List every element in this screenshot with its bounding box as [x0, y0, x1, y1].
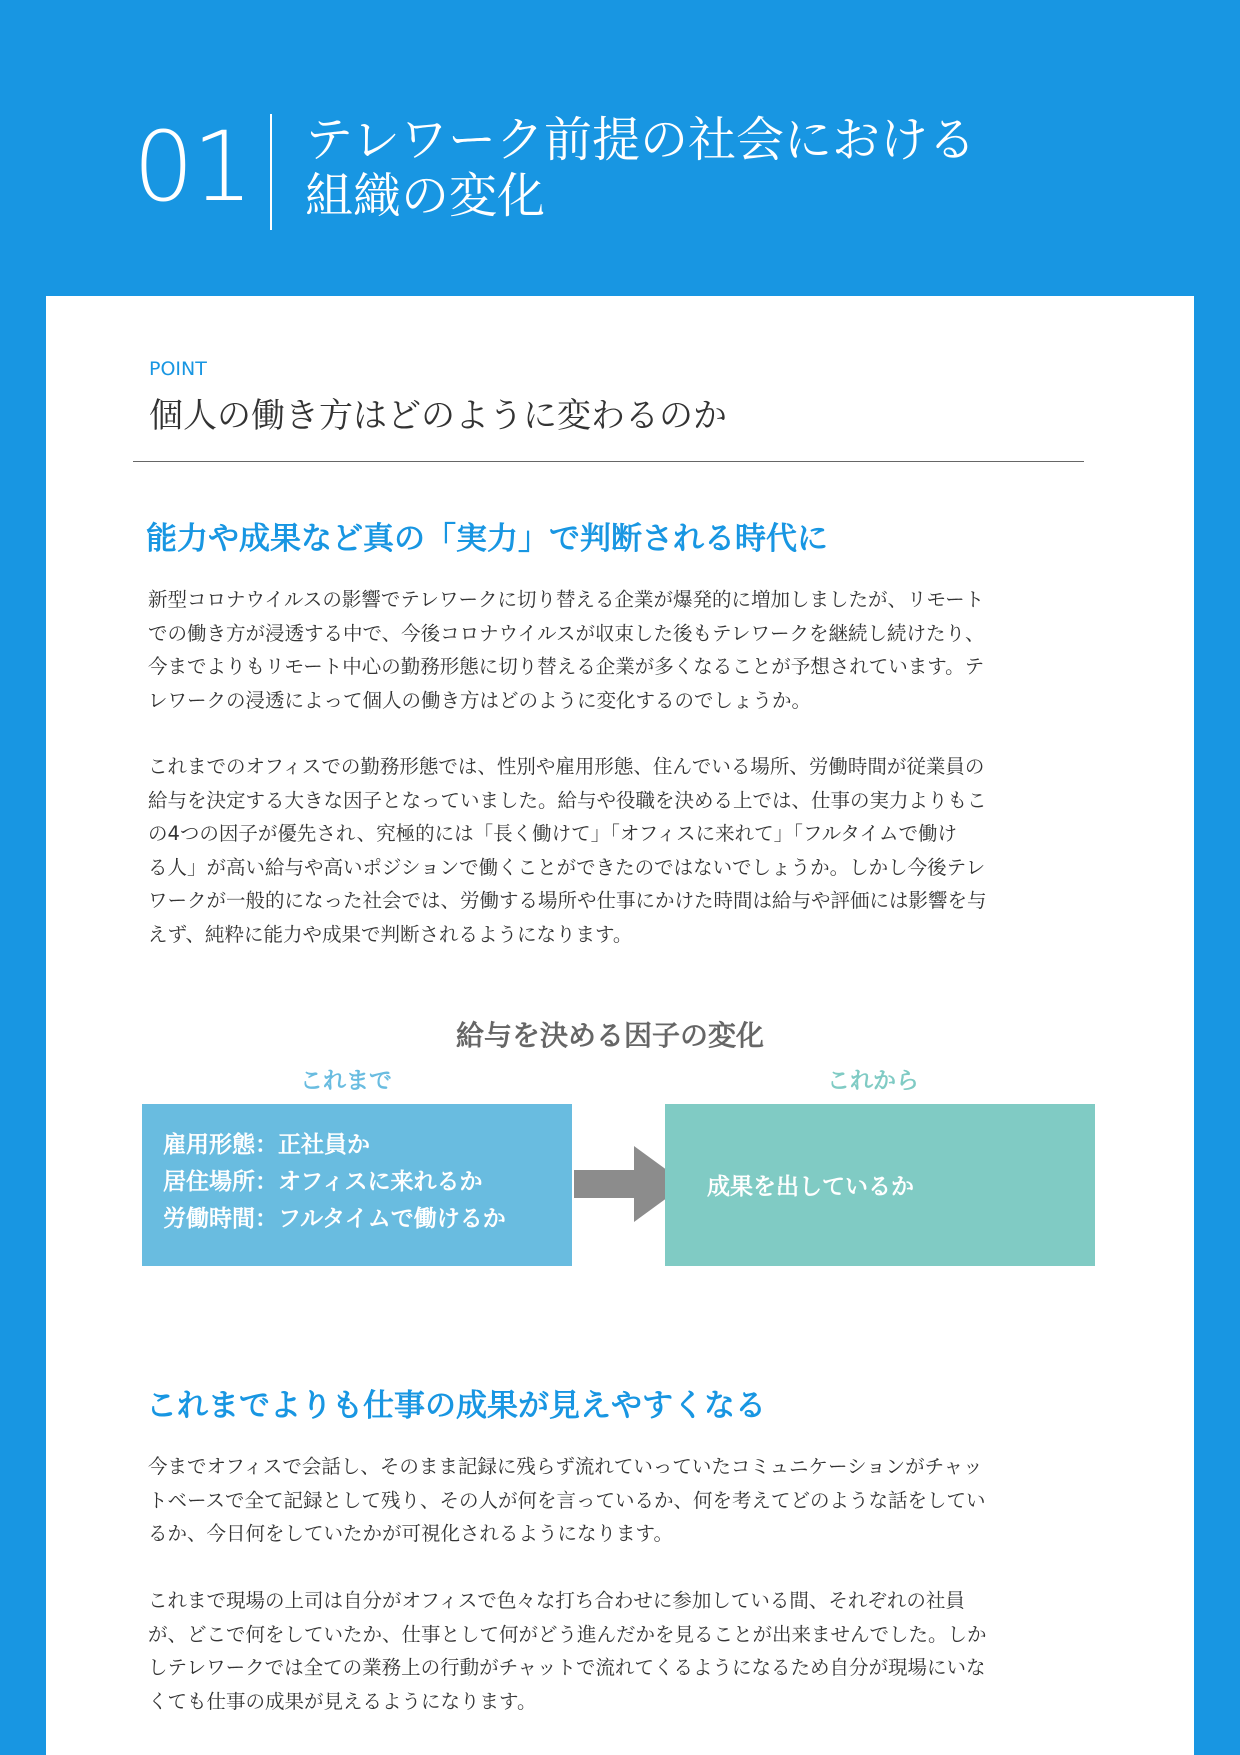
chapter-title	[305, 112, 1065, 224]
after-label: これから	[827, 1068, 919, 1094]
section2-paragraph-1	[148, 1450, 1068, 1551]
paragraph-line: くても仕事の成果が見えるようになります。	[148, 1689, 537, 1713]
paragraph-line: 給与を決定する大きな因子となっていました。給与や役職を決める上では、仕事の実力よりもこ	[148, 788, 987, 812]
paragraph-line: 今までオフィスで会話し、そのまま記録に残らず流れていっていたコミュニケーションがチャッ	[148, 1455, 983, 1478]
after-factor: 成果を出しているか	[707, 1174, 914, 1200]
paragraph-line: しテレワークでは全ての業務上の行動がチャットで流れてくるようになるため自分が現場にいな	[148, 1656, 986, 1679]
factor-item: 居住場所：オフィスに来れるか	[163, 1169, 483, 1195]
paragraph-line: の4つの因子が優先され、究極的には「長く働けて」「オフィスに来れて」「フルタイムで働け	[148, 822, 957, 845]
factor-item: 労働時間：フルタイムで働けるか	[163, 1206, 506, 1232]
section-heading-1: 能力や成果など真の「実力」で判断される時代に	[146, 521, 828, 557]
paragraph-line: が、どこで何をしていたか、仕事として何がどう進んだかを見ることが出来ませんでした。しか	[148, 1622, 987, 1646]
before-box	[142, 1104, 572, 1266]
paragraph-line: これまでのオフィスでの勤務形態では、性別や雇用形態、住んでいる場所、労働時間が従業員の	[148, 755, 985, 778]
paragraph-line: ワークが一般的になった社会では、労働する場所や仕事にかけた時間は給与や評価には影響を与	[148, 889, 987, 912]
paragraph-line: 今までよりもリモート中心の勤務形態に切り替える企業が多くなることが予想されています。テ	[148, 655, 985, 678]
before-label: これまで	[300, 1068, 392, 1094]
section1-paragraph-2	[148, 750, 1068, 951]
paragraph-line: での働き方が浸透する中で、今後コロナウイルスが収束した後もテレワークを継続し続けたり、	[148, 621, 985, 645]
paragraph-line: トベースで全て記録として残り、その人が何を言っているか、何を考えてどのような話をしてい	[148, 1488, 986, 1512]
paragraph-line: これまで現場の上司は自分がオフィスで色々な打ち合わせに参加している間、それぞれの社員	[148, 1589, 965, 1612]
chapter-title-line: テレワーク前提の社会における	[305, 112, 977, 168]
after-box	[665, 1104, 1095, 1266]
chapter-number: 01	[133, 111, 252, 223]
paragraph-line: 新型コロナウイルスの影響でテレワークに切り替える企業が爆発的に増加しましたが、リモート	[148, 588, 985, 611]
chapter-title-line: 組織の変化	[305, 168, 546, 224]
point-title: 個人の働き方はどのように変わるのか	[149, 396, 727, 436]
divider-rule	[133, 461, 1084, 462]
before-factors	[163, 1127, 506, 1238]
paragraph-line: えず、純粋に能力や成果で判断されるようになります。	[148, 922, 633, 946]
paragraph-line: る人」が高い給与や高いポジションで働くことができたのではないでしょうか。しかし今後テレ	[148, 855, 986, 879]
section-heading-2: これまでよりも仕事の成果が見えやすくなる	[146, 1388, 766, 1424]
chapter-header	[0, 0, 1240, 296]
section1-paragraph-1	[148, 583, 1068, 717]
point-label: POINT	[149, 358, 207, 380]
section2-paragraph-2	[148, 1584, 1068, 1718]
diagram-title: 給与を決める因子の変化	[455, 1019, 764, 1052]
content-card	[46, 296, 1194, 1755]
paragraph-line: るか、今日何をしていたかが可視化されるようになります。	[148, 1522, 673, 1545]
paragraph-line: レワークの浸透によって個人の働き方はどのように変化するのでしょうか。	[148, 688, 812, 712]
chapter-divider	[270, 114, 272, 230]
factor-item: 雇用形態：正社員か	[163, 1132, 370, 1158]
